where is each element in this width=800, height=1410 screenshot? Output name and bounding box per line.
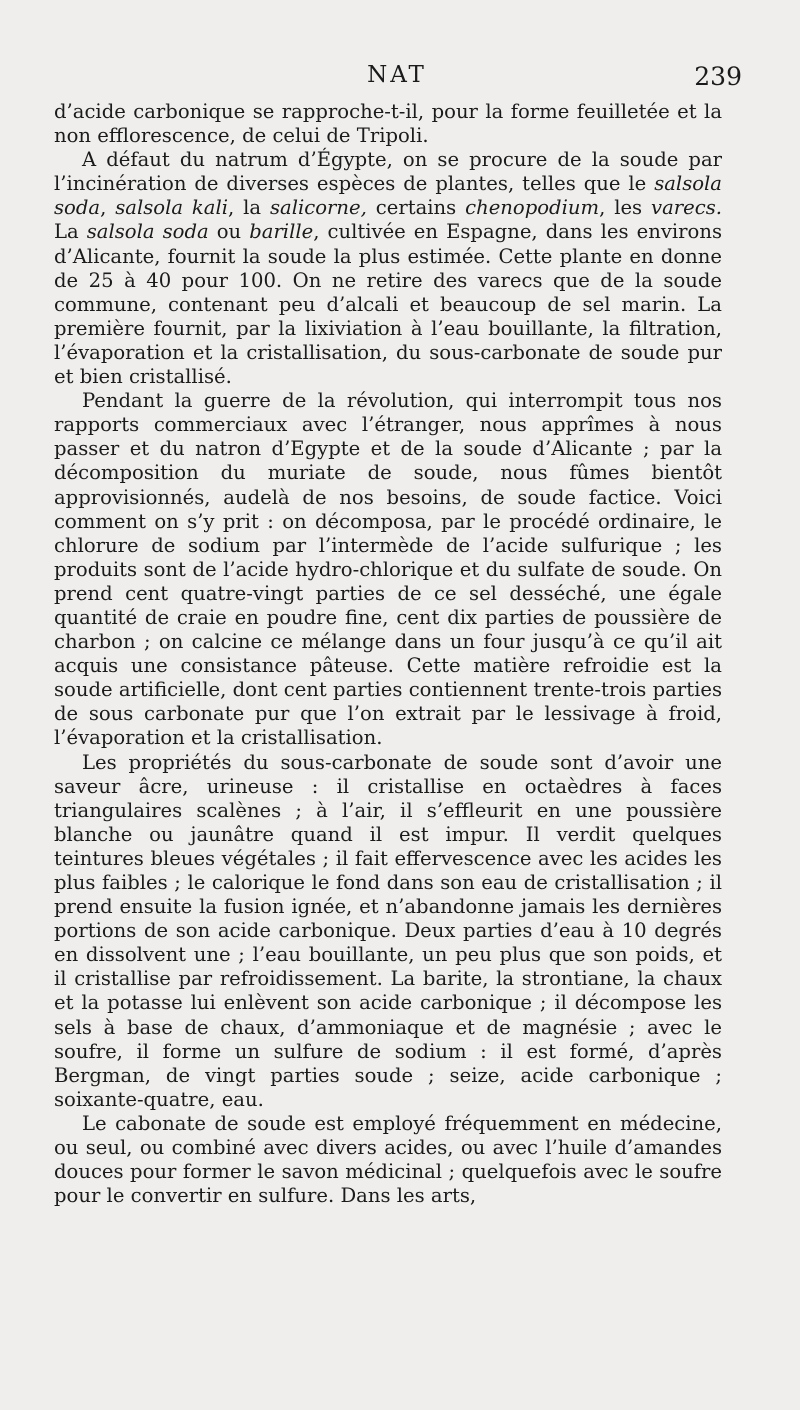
- text-run: d’acide carbonique se rapproche-t-il, pour la forme feuilletée et la non efflorescence, de celui de Tripoli.: [54, 100, 722, 148]
- italic-term: barille: [249, 220, 314, 244]
- italic-term: chenopodium: [465, 196, 600, 220]
- text-run: A défaut du natrum d’Égypte, on se procure de la soude par l’incinération de diverses espèces de plantes, telles que le: [54, 148, 722, 196]
- italic-term: varecs.: [651, 196, 722, 220]
- text-run: ou: [208, 220, 250, 244]
- paragraph: [54, 751, 722, 1112]
- italic-term: salsola soda: [86, 220, 209, 244]
- text-run: ,: [100, 196, 116, 220]
- page-number: 239: [694, 62, 742, 91]
- paragraph: [54, 100, 722, 148]
- paragraph: [54, 148, 722, 389]
- paragraph: [54, 1112, 722, 1208]
- text-run: , la: [228, 196, 270, 220]
- text-run: Pendant la guerre de la révolution, qui interrompit tous nos rapports commerciaux avec l’étranger, nous apprîmes à nous passer et du natron d’Egypte et de la soude d’Alicante ; par la décomposition du muriate de soude, nous fûmes bientôt approvisionnés, audelà de nos besoins, de soude factice. Voici comment on s’y prit : on décomposa, par le procédé ordinaire, le chlorure de sodium par l’intermède de l’acide sulfurique ; les produits sont de l’acide hydro-chlorique et du sulfate de soude. On prend cent quatre-vingt parties de ce sel desséché, une égale quantité de craie en poudre fine, cent dix parties de poussière de charbon ; on calcine ce mélange dans un four jusqu’à ce qu’il ait acquis une consistance pâteuse. Cette matière refroidie est la soude artificielle, dont cent parties contiennent trente-trois parties de sous carbonate pur que l’on extrait par le lessivage à froid, l’évaporation et la cristallisation.: [54, 389, 722, 750]
- body-text: [54, 100, 722, 1208]
- paragraph: [54, 389, 722, 750]
- text-run: certains: [366, 196, 466, 220]
- text-run: , les: [599, 196, 652, 220]
- page-header: [52, 62, 742, 92]
- italic-term: salsola soda: [54, 172, 722, 220]
- running-head: NAT: [367, 62, 427, 88]
- italic-term: salsola kali: [115, 196, 229, 220]
- text-run: Le cabonate de soude est employé fréquemment en médecine, ou seul, ou combiné avec divers acides, ou avec l’huile d’amandes douces pour former le savon médicinal ; quelquefois avec le soufre pour le convertir en sulfure. Dans les arts,: [54, 1111, 722, 1208]
- text-run: Les propriétés du sous-carbonate de soude sont d’avoir une saveur âcre, urineuse : il cristallise en octaèdres à faces triangulaires scalènes ; à l’air, il s’effleurit en une poussière blanche ou jaunâtre quand il est impur. Il verdit quelques teintures bleues végétales ; il fait effervescence avec les acides les plus faibles ; le calorique le fond dans son eau de cristallisation ; il prend ensuite la fusion ignée, et n’abandonne jamais les dernières portions de son acide carbonique. Deux parties d’eau à 10 degrés en dissolvent une ; l’eau bouillante, un peu plus que son poids, et il cristallise par refroidissement. La barite, la strontiane, la chaux et la potasse lui enlèvent son acide carbonique ; il décompose les sels à base de chaux, d’ammoniaque et de magnésie ; avec le soufre, il forme un sulfure de sodium : il est formé, d’après Bergman, de vingt parties soude ; seize, acide carbonique ; soixante-quatre, eau.: [54, 750, 722, 1111]
- text-run: La: [54, 220, 87, 244]
- italic-term: salicorne,: [270, 196, 367, 220]
- text-run: , cultivée en Espagne, dans les environs d’Alicante, fournit la soude la plus estimée. Cette plante en donne de 25 à 40 pour 100. On ne retire des varecs que de la soude commune, contenant peu d’alcali et beaucoup de sel marin. La première fournit, par la lixiviation à l’eau bouillante, la filtration, l’évaporation et la cristallisation, du sous-carbonate de soude pur et bien cristallisé.: [54, 220, 723, 389]
